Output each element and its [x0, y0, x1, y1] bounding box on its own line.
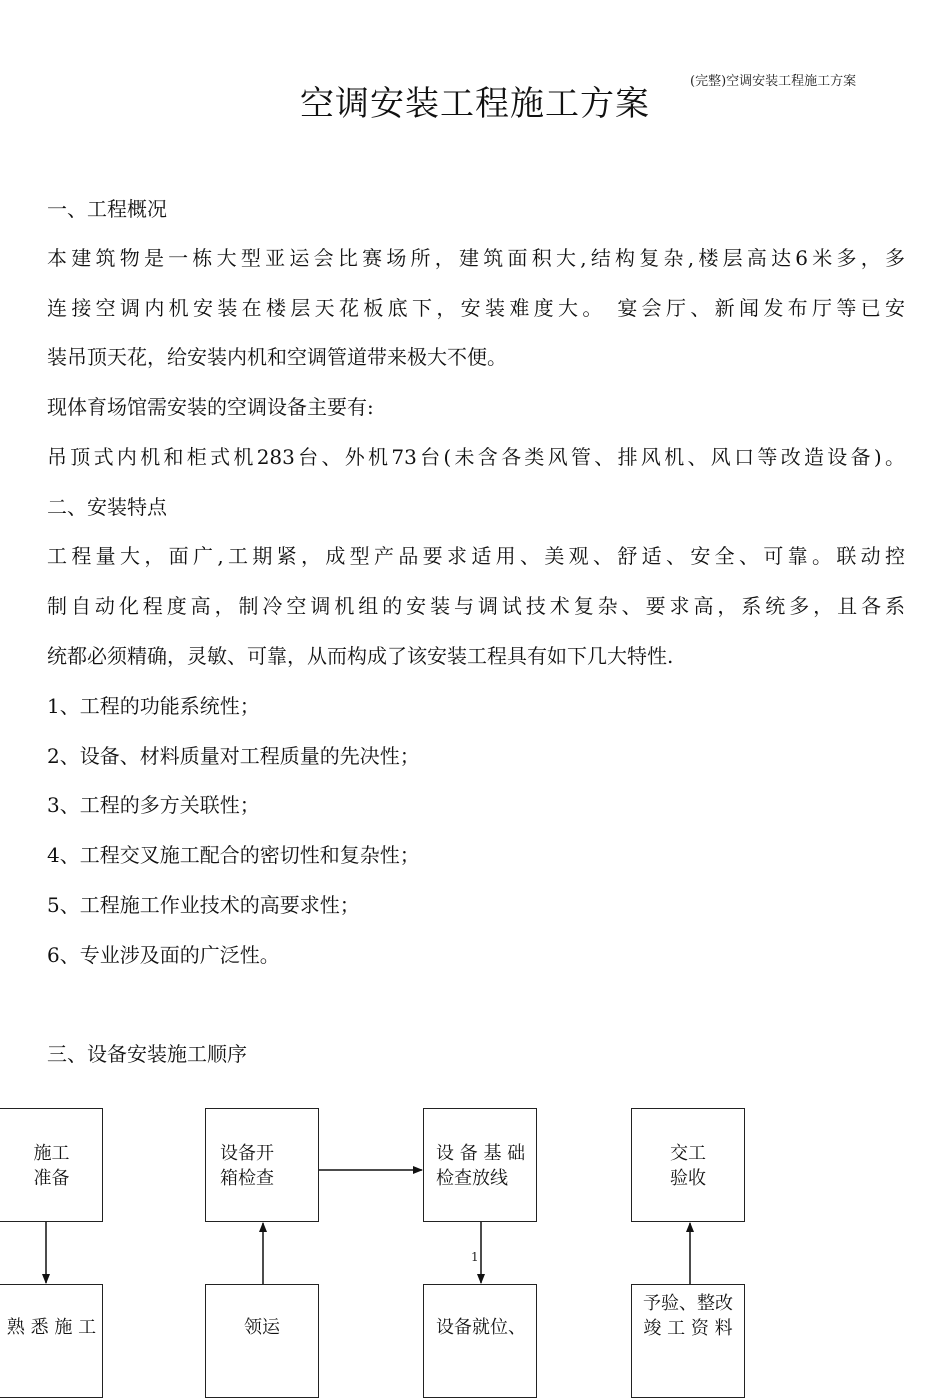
- flow-box-foundation-check: 设 备 基 础 检查放线: [423, 1108, 537, 1222]
- flow-box-transport: 领运: [205, 1284, 319, 1398]
- flow-box-pre-acceptance: 予验、整改 竣 工 资 料: [631, 1284, 745, 1398]
- section-2-paragraph-line: 统都必须精确，灵敏、可靠，从而构成了该安装工程具有如下几大特性.: [47, 644, 674, 668]
- section-1-heading: 一、工程概况: [47, 197, 167, 221]
- flow-box-familiarize: 熟 悉 施 工: [0, 1284, 103, 1398]
- feature-item-2: 2、设备、材料质量对工程质量的先决性；: [47, 744, 420, 768]
- flow-arrow-label: 1: [471, 1250, 479, 1264]
- feature-item-5: 5、工程施工作业技术的高要求性；: [47, 893, 360, 917]
- section-1-paragraph-line: 本建筑物是一栋大型亚运会比赛场所，建筑面积大,结构复杂,楼层高达6米多，多: [47, 246, 905, 270]
- section-2-heading: 二、安装特点: [47, 495, 167, 519]
- section-1-paragraph-line: 装吊顶天花，给安装内机和空调管道带来极大不便。: [47, 345, 507, 369]
- document-title: 空调安装工程施工方案: [300, 84, 650, 124]
- section-1-paragraph-line: 连接空调内机安装在楼层天花板底下，安装难度大。 宴会厅、新闻发布厅等已安: [47, 296, 905, 320]
- feature-item-1: 1、工程的功能系统性；: [47, 694, 260, 718]
- feature-item-3: 3、工程的多方关联性；: [47, 793, 260, 817]
- section-2-paragraph-line: 工程量大，面广,工期紧，成型产品要求适用、美观、舒适、安全、可靠。联动控: [47, 544, 905, 568]
- feature-item-4: 4、工程交叉施工配合的密切性和复杂性；: [47, 843, 420, 867]
- flow-box-construction-prep: 施工 准备: [0, 1108, 103, 1222]
- flow-box-handover-acceptance: 交工 验收: [631, 1108, 745, 1222]
- header-note: (完整)空调安装工程施工方案: [690, 74, 857, 89]
- section-2-paragraph-line: 制自动化程度高，制冷空调机组的安装与调试技术复杂、要求高，系统多，且各系: [47, 594, 905, 618]
- feature-item-6: 6、专业涉及面的广泛性。: [47, 943, 280, 967]
- flow-box-unpacking-inspection: 设备开 箱检查: [205, 1108, 319, 1222]
- equipment-intro: 现体育场馆需安装的空调设备主要有:: [47, 395, 374, 419]
- flow-box-positioning: 设备就位、: [423, 1284, 537, 1398]
- section-3-heading: 三、设备安装施工顺序: [47, 1042, 247, 1066]
- equipment-count: 吊顶式内机和柜式机283台、外机73台(未含各类风管、排风机、风口等改造设备)。: [47, 445, 905, 469]
